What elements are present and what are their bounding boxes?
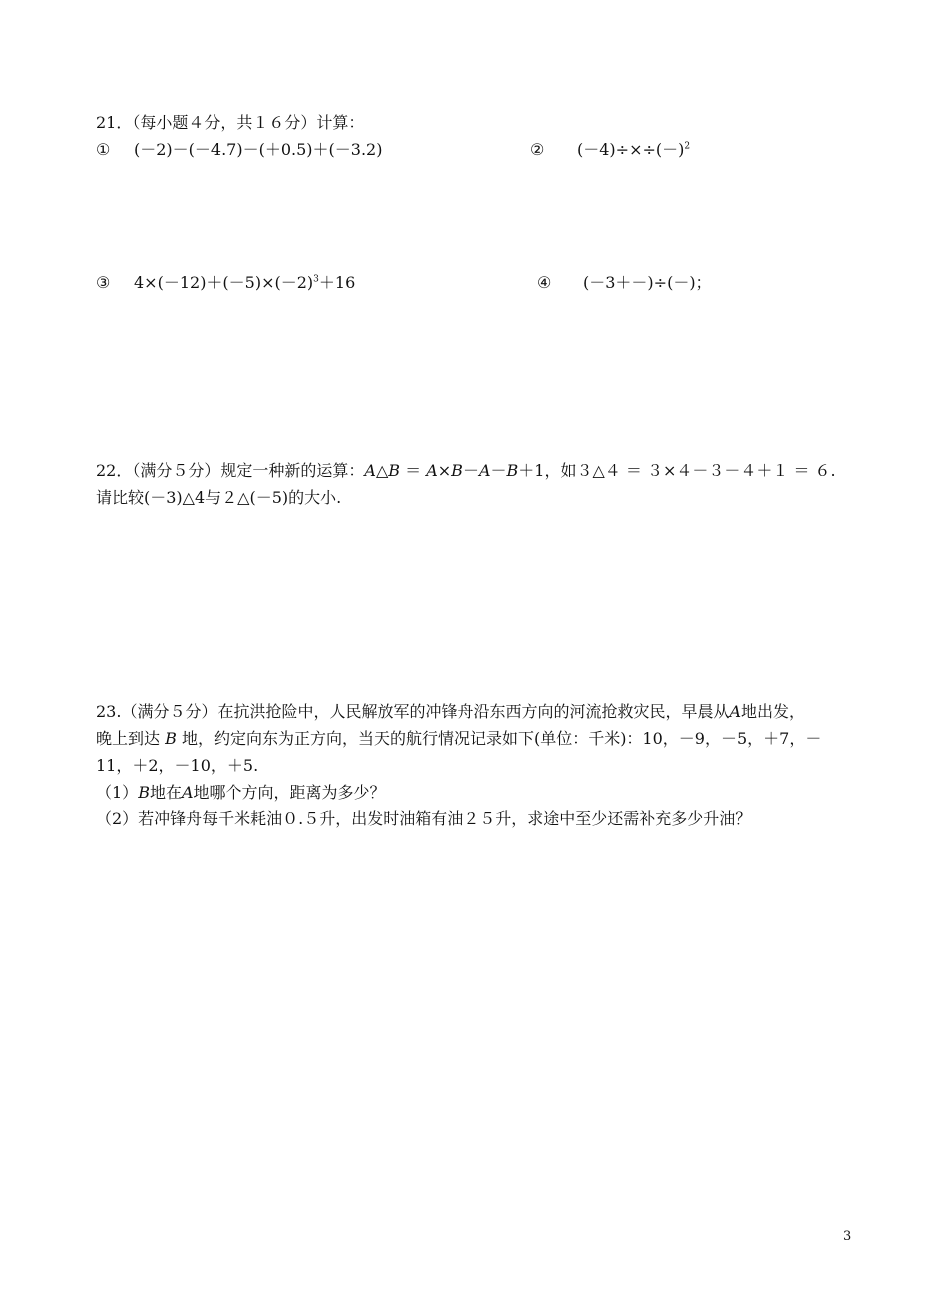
q23-line-3: 11，＋2，－10，＋5. [96, 756, 259, 775]
q21-item-3-expression [134, 273, 355, 293]
q23-subquestion-1 [96, 783, 386, 803]
q21-item-2-marker: ② [530, 140, 545, 159]
q23-line-1 [96, 702, 805, 722]
q22-var-b-2: B [451, 461, 463, 480]
q23-place-b: B [165, 729, 177, 748]
q21-item-3-expr-text-a: 4×(－12)＋(－5)×(－2) [134, 273, 314, 292]
q23-line-2-b: 地，约定向东为正方向，当天的航行情况记录如下(单位：千米)：10，－9，－5，＋7，－ [176, 729, 822, 748]
q23-subquestion-2: （2）若冲锋舟每千米耗油０.５升，出发时油箱有油２５升，求途中至少还需补充多少升油？ [96, 809, 752, 828]
q21-item-2-expr-text: (－4)÷×÷(－) [577, 140, 685, 159]
page-number: 3 [843, 1229, 852, 1244]
q23-sub1-number: （1） [96, 783, 139, 802]
q21-header: 21．（每小题４分，共１６分）计算： [96, 113, 365, 132]
q22-var-a-3: A [478, 461, 491, 480]
q21-item-3-marker: ③ [96, 273, 111, 292]
q22-line-1 [96, 461, 836, 481]
q21-item-4-expression: (－3＋－)÷(－)； [583, 273, 712, 292]
q23-line-1-a: 23.（满分５分）在抗洪抢险中，人民解放军的冲锋舟沿东西方向的河流抢救灾民，早晨从 [96, 702, 730, 721]
q21-item-1-marker: ① [96, 140, 111, 159]
q22-eq: ＝ [400, 461, 427, 480]
q23-line-2 [96, 729, 821, 749]
q21-item-4-marker: ④ [537, 273, 552, 292]
q23-sub1-text-2: 地哪个方向，距离为多少？ [193, 783, 386, 802]
q22-var-a: A [364, 461, 376, 480]
q23-sub1-place-b: B [138, 783, 150, 802]
q23-line-2-a: 晚上到达 [96, 729, 166, 748]
q22-var-b: B [388, 461, 401, 480]
q22-prefix: 22．（满分５分）规定一种新的运算： [96, 461, 365, 480]
q22-suffix: ＋1，如３△４ ＝ ３×４－３－４＋１ ＝ ６. [518, 461, 836, 480]
q22-var-a-2: A [426, 461, 438, 480]
q23-line-1-b: 地出发， [741, 702, 806, 721]
q22-op: △ [375, 461, 389, 480]
q23-sub1-text-1: 地在 [149, 783, 182, 802]
q22-line-2: 请比较(－3)△4与２△(－5)的大小. [96, 488, 342, 507]
q21-item-2-exponent: 2 [684, 141, 691, 152]
q21-item-2-expression [577, 140, 690, 160]
q23-sub1-place-a: A [181, 783, 194, 802]
q22-minus-1: － [462, 461, 479, 480]
q22-var-b-3: B [506, 461, 519, 480]
q21-item-3-expr-text-b: ＋16 [318, 273, 356, 292]
q23-place-a: A [729, 702, 742, 721]
q21-item-3-exponent: 3 [313, 274, 319, 285]
q22-minus-2: － [490, 461, 507, 480]
q22-times: × [437, 461, 452, 480]
q21-item-1-expression: (－2)－(－4.7)－(＋0.5)＋(－3.2) [134, 140, 383, 159]
